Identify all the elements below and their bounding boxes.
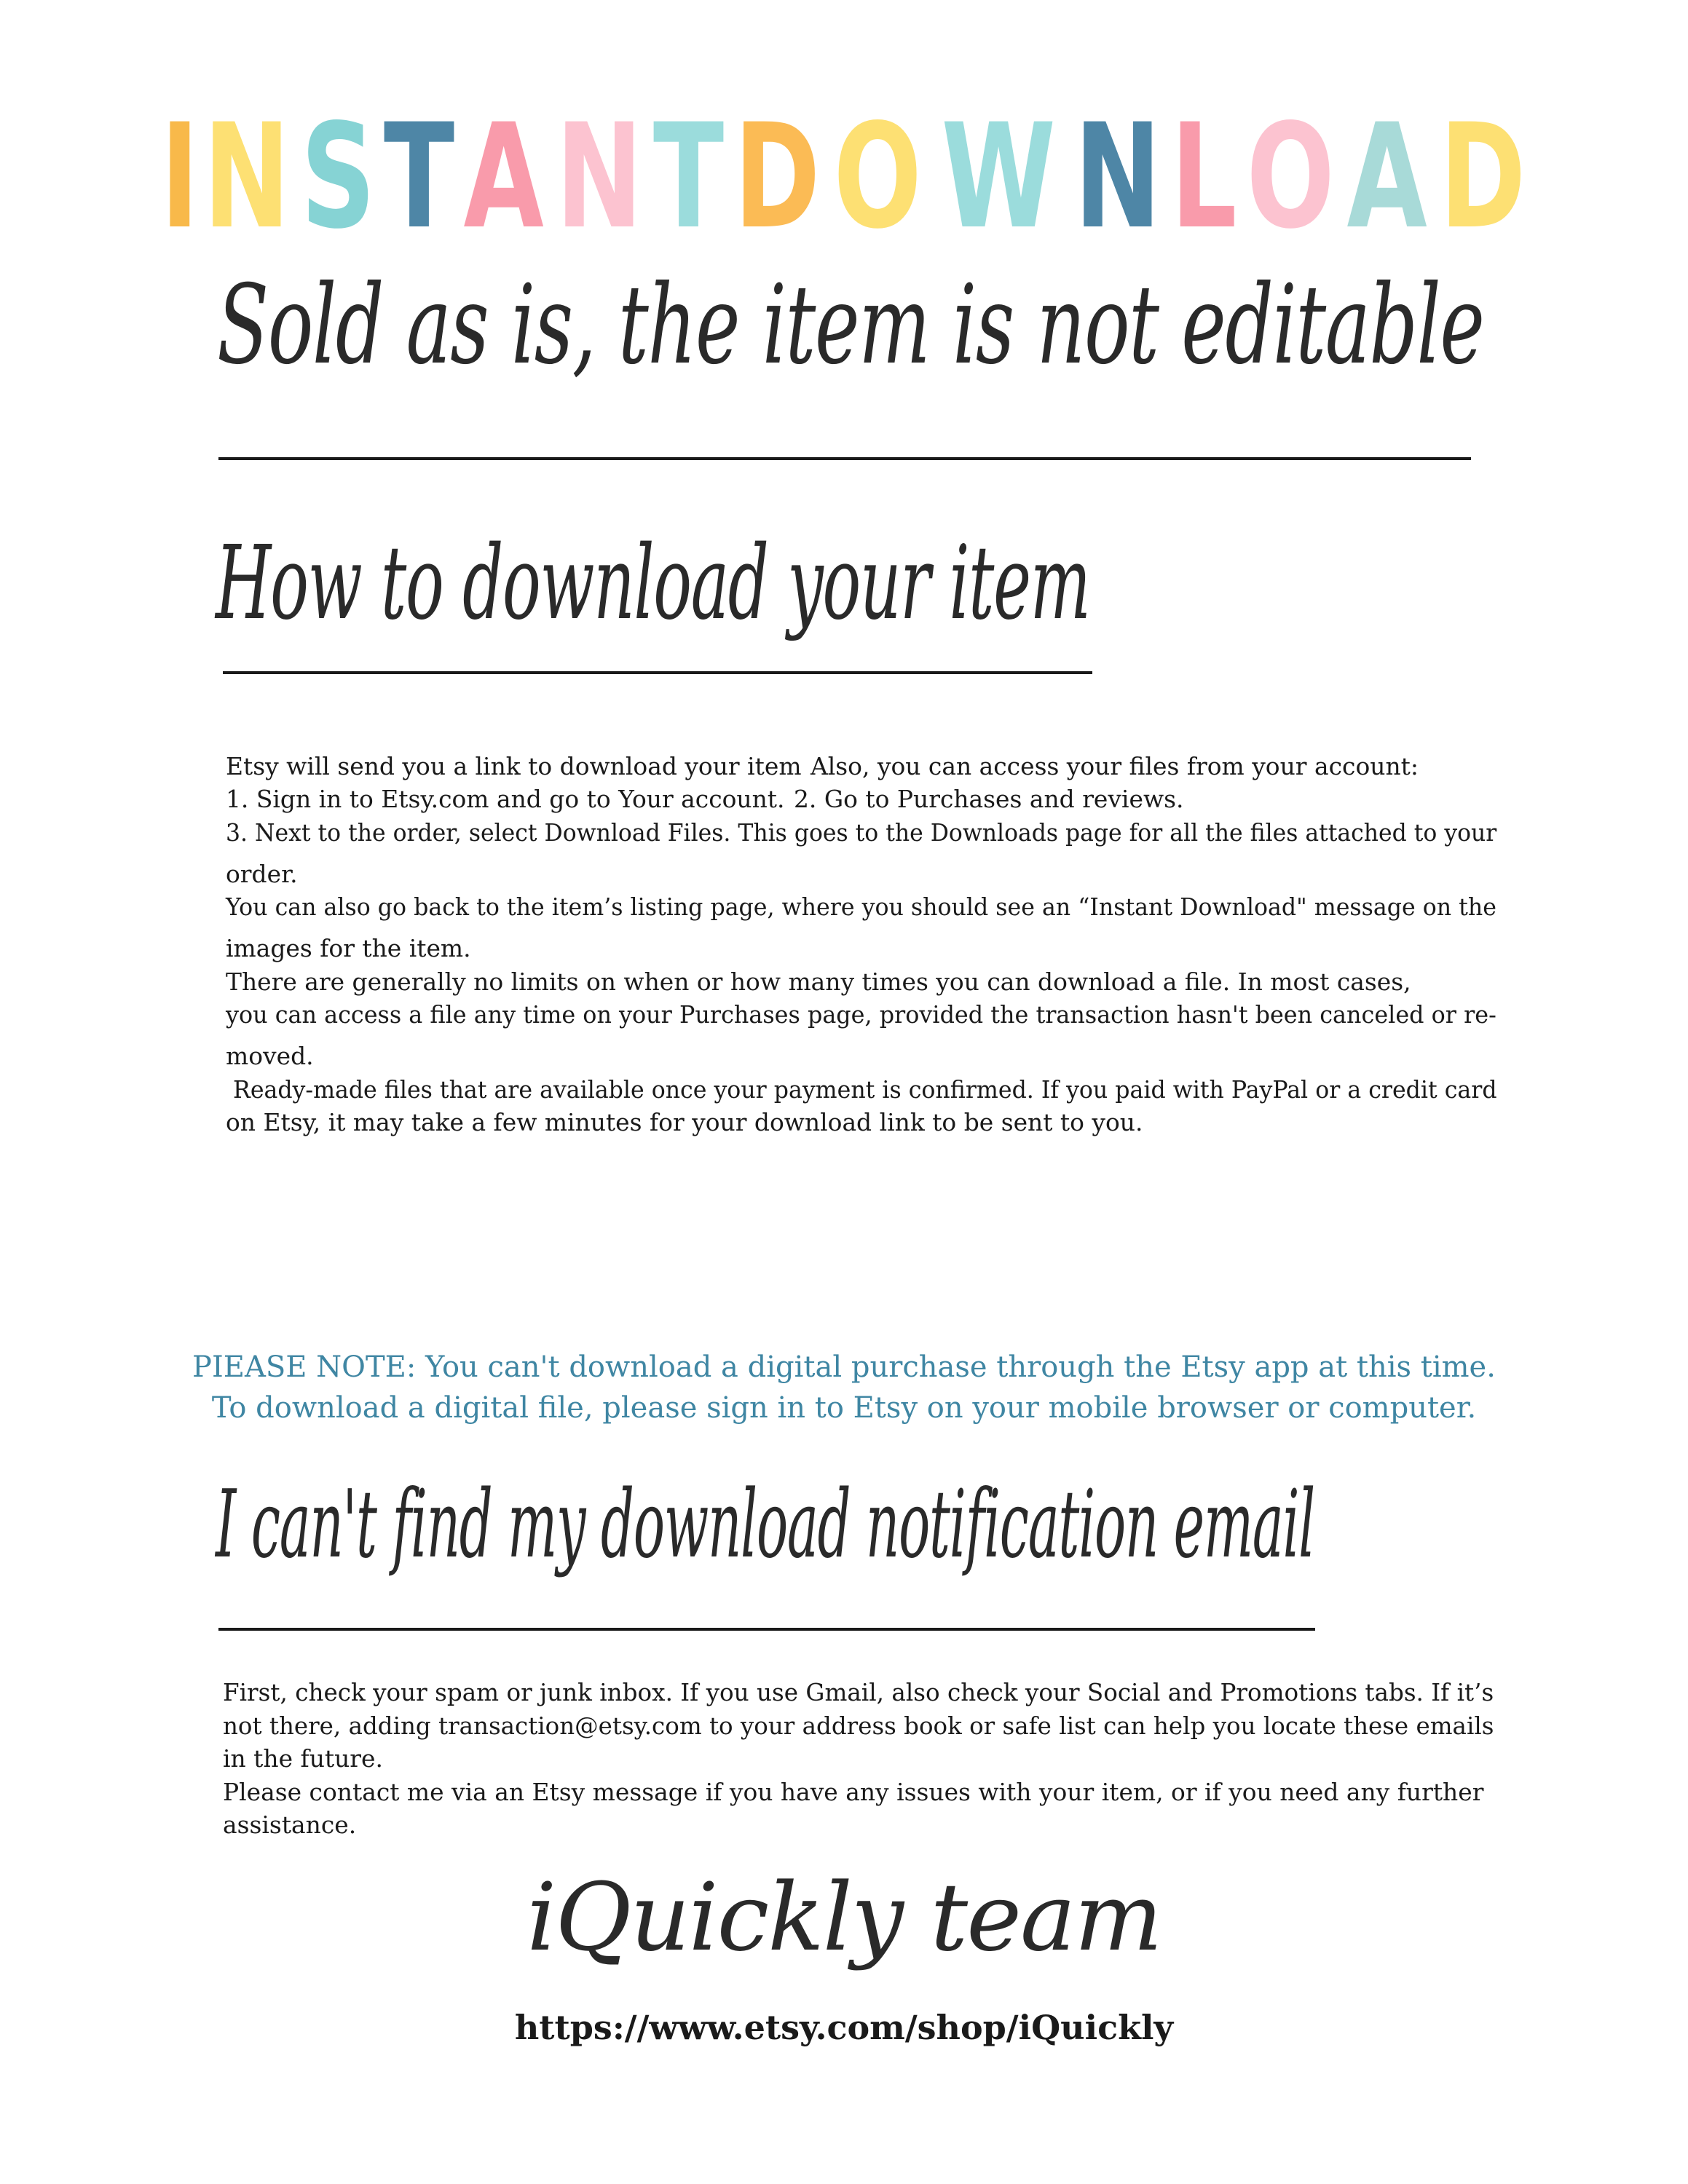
banner-word-instant (160, 92, 727, 261)
download-instructions (226, 741, 1500, 1139)
banner-letter: A (463, 92, 544, 261)
banner-letter: W (941, 92, 1056, 261)
instruction-line: Ready-made files that are available once your payment is confirmed. If you paid with PayPal or a credit card (226, 1075, 1497, 1104)
email-help-line: not there, adding transaction@etsy.com to your address book or safe list can help you locate these emails (223, 1711, 1494, 1740)
please-note-line: PIEASE NOTE: You can't download a digital purchase through the Etsy app at this time. (192, 1350, 1496, 1384)
instruction-line: you can access a file any time on your Purchases page, provided the transaction hasn't been canceled or re- (226, 1000, 1496, 1029)
instruction-line: There are generally no limits on when or how many times you can download a file. In most cases, (226, 967, 1411, 996)
banner-letter: D (734, 92, 821, 261)
divider-rule (218, 1628, 1315, 1631)
instruction-line: 3. Next to the order, select Download Files. This goes to the Downloads page for all the files attached to your (226, 818, 1497, 847)
cant-find-email-heading: I can't find my download notification email (216, 1471, 1315, 1579)
banner-letter: O (1246, 92, 1335, 261)
email-help-line: assistance. (223, 1811, 357, 1839)
email-help-line: Please contact me via an Etsy message if you have any issues with your item, or if you need any further (223, 1777, 1484, 1806)
banner-letter: N (556, 92, 643, 261)
banner-letter: I (160, 92, 200, 261)
shop-url: https://www.etsy.com/shop/iQuickly (514, 2008, 1174, 2047)
email-help-line: in the future. (223, 1744, 383, 1773)
banner-letter: O (834, 92, 923, 261)
banner-word-download (727, 92, 1532, 261)
instruction-line: Also, you can access your files from your account: (811, 751, 1419, 780)
instruction-line: moved. (226, 1042, 314, 1070)
instruction-line: on Etsy, it may take a few minutes for your download link to be sent to you. (226, 1108, 1143, 1136)
banner-letter: N (1074, 92, 1162, 261)
instruction-line: You can also go back to the item’s listing page, where you should see an “Instant Download" message on the (226, 893, 1496, 921)
instruction-line: order. (226, 859, 298, 888)
banner-letter: T (383, 92, 455, 261)
banner-letter: D (1439, 92, 1526, 261)
signature: iQuickly team (526, 1864, 1162, 1972)
banner-letter: A (1346, 92, 1428, 261)
instruction-line: 1. Sign in to Etsy.com and go to Your account. (226, 785, 785, 813)
banner-letter: N (202, 92, 291, 261)
instruction-line: 2. Go to Purchases and reviews. (794, 785, 1184, 813)
instruction-line: images for the item. (226, 934, 471, 962)
email-help (223, 1676, 1497, 1842)
sold-as-is-heading: Sold as is, the item is not editable (217, 262, 1484, 389)
divider-rule (218, 457, 1471, 460)
please-note-line: To download a digital file, please sign in to Etsy on your mobile browser or computer. (211, 1391, 1477, 1425)
how-to-download-heading: How to download your item (216, 524, 1090, 643)
please-note (0, 1347, 1688, 1428)
email-help-line: First, check your spam or junk inbox. If you use Gmail, also check your Social and Promotions tabs. If it’s (223, 1678, 1494, 1706)
instruction-line: Etsy will send you a link to download your item (226, 751, 802, 780)
banner-letter: S (301, 92, 376, 261)
banner-letter: L (1170, 92, 1237, 261)
divider-rule (223, 671, 1092, 674)
banner-letter: T (652, 92, 725, 261)
instant-download-banner (160, 92, 1526, 261)
